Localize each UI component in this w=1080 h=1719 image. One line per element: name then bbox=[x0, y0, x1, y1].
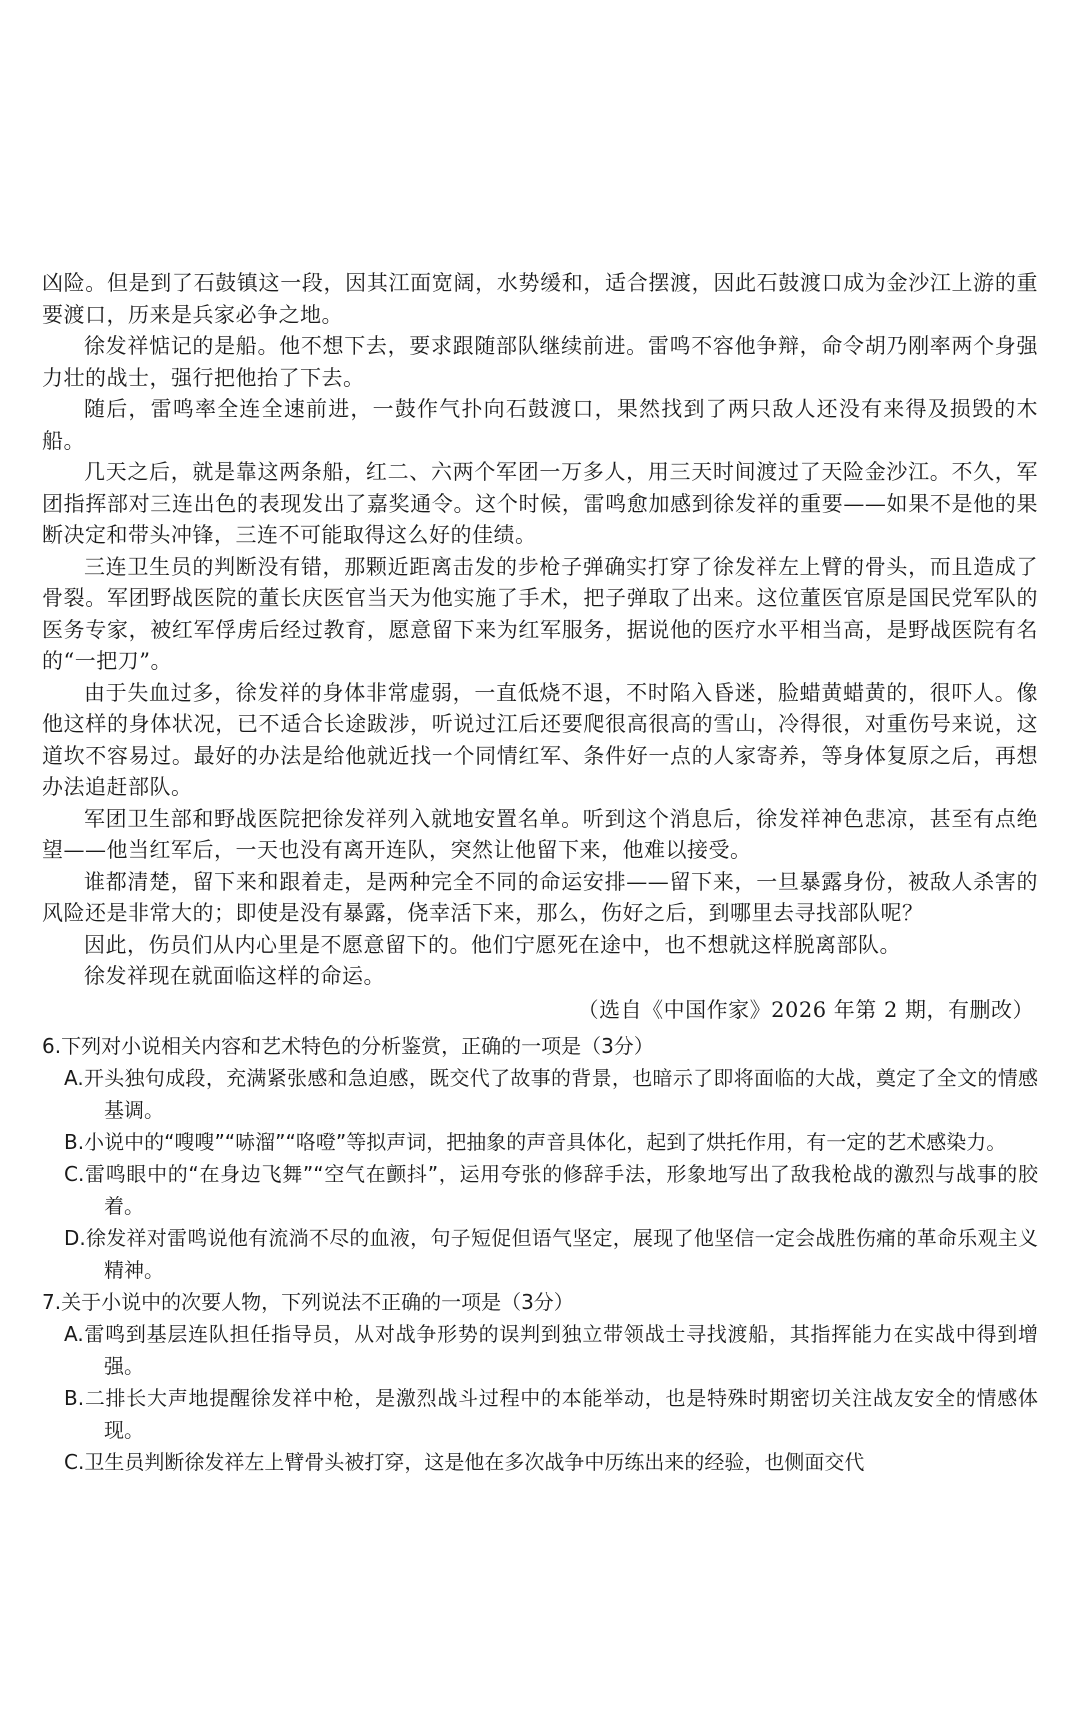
option-d: D.徐发祥对雷鸣说他有流淌不尽的血液，句子短促但语气坚定，展现了他坚信一定会战胜伤痛的革命乐观主义精神。 bbox=[64, 1226, 1038, 1282]
source-citation: （选自《中国作家》2026 年第 2 期，有删改） bbox=[577, 997, 1034, 1022]
question-6 bbox=[42, 1030, 1038, 1286]
question-stem: 6.下列对小说相关内容和艺术特色的分析鉴赏，正确的一项是（3分） bbox=[42, 1034, 654, 1058]
option-a: A.开头独句成段，充满紧张感和急迫感，既交代了故事的背景，也暗示了即将面临的大战，奠定了全文的情感基调。 bbox=[64, 1066, 1038, 1122]
story-paragraph: 随后，雷鸣率全连全速前进，一鼓作气扑向石鼓渡口，果然找到了两只敌人还没有来得及损毁的木船。 bbox=[42, 397, 1038, 453]
story-passage bbox=[42, 268, 1038, 1026]
story-paragraph: 军团卫生部和野战医院把徐发祥列入就地安置名单。听到这个消息后，徐发祥神色悲凉，甚至有点绝望——他当红军后，一天也没有离开连队，突然让他留下来，他难以接受。 bbox=[42, 806, 1038, 862]
cropped-option-wrapper bbox=[42, 1446, 1038, 1480]
story-paragraph: 几天之后，就是靠这两条船，红二、六两个军团一万多人，用三天时间渡过了天险金沙江。不久，军团指挥部对三连出色的表现发出了嘉奖通令。这个时候，雷鸣愈加感到徐发祥的重要——如果不是他的果断决定和带头冲锋，三连不可能取得这么好的佳绩。 bbox=[42, 460, 1038, 547]
option-b: B.二排长大声地提醒徐发祥中枪，是激烈战斗过程中的本能举动，也是特殊时期密切关注战友安全的情感体现。 bbox=[64, 1386, 1038, 1442]
question-list bbox=[42, 1030, 1038, 1480]
story-paragraph: 因此，伤员们从内心里是不愿意留下的。他们宁愿死在途中，也不想就这样脱离部队。 bbox=[84, 932, 901, 957]
option-c: C.卫生员判断徐发祥左上臂骨头被打穿，这是他在多次战争中历练出来的经验，也侧面交代 bbox=[64, 1450, 865, 1474]
question-stem: 7.关于小说中的次要人物，下列说法不正确的一项是（3分） bbox=[42, 1290, 574, 1314]
story-paragraph: 凶险。但是到了石鼓镇这一段，因其江面宽阔，水势缓和，适合摆渡，因此石鼓渡口成为金沙江上游的重要渡口，历来是兵家必争之地。 bbox=[42, 271, 1038, 327]
story-paragraph: 谁都清楚，留下来和跟着走，是两种完全不同的命运安排——留下来，一旦暴露身份，被敌人杀害的风险还是非常大的；即使是没有暴露，侥幸活下来，那么，伤好之后，到哪里去寻找部队呢？ bbox=[42, 869, 1038, 925]
option-a: A.雷鸣到基层连队担任指导员，从对战争形势的误判到独立带领战士寻找渡船，其指挥能力在实战中得到增强。 bbox=[64, 1322, 1038, 1378]
story-paragraph: 徐发祥现在就面临这样的命运。 bbox=[84, 964, 385, 988]
story-paragraph: 徐发祥惦记的是船。他不想下去，要求跟随部队继续前进。雷鸣不容他争辩，命令胡乃刚率两个身强力壮的战士，强行把他抬了下去。 bbox=[42, 334, 1038, 390]
story-paragraph: 由于失血过多，徐发祥的身体非常虚弱，一直低烧不退，不时陷入昏迷，脸蜡黄蜡黄的，很吓人。像他这样的身体状况，已不适合长途跋涉，听说过江后还要爬很高很高的雪山，冷得很，对重伤号来说，这道坎不容易过。最好的办法是给他就近找一个同情红军、条件好一点的人家寄养，等身体复原之后，再想办法追赶部队。 bbox=[42, 680, 1038, 799]
option-b: B.小说中的“嗖嗖”“哧溜”“咯噔”等拟声词，把抽象的声音具体化，起到了烘托作用，有一定的艺术感染力。 bbox=[64, 1130, 1007, 1154]
option-c: C.雷鸣眼中的“在身边飞舞”“空气在颤抖”，运用夸张的修辞手法，形象地写出了敌我枪战的激烈与战事的胶着。 bbox=[64, 1162, 1038, 1218]
story-paragraph: 三连卫生员的判断没有错，那颗近距离击发的步枪子弹确实打穿了徐发祥左上臂的骨头，而且造成了骨裂。军团野战医院的董长庆医官当天为他实施了手术，把子弹取了出来。这位董医官原是国民党军队的医务专家，被红军俘虏后经过教育，愿意留下来为红军服务，据说他的医疗水平相当高，是野战医院有名的“一把刀”。 bbox=[42, 554, 1038, 673]
question-7 bbox=[42, 1286, 1038, 1480]
